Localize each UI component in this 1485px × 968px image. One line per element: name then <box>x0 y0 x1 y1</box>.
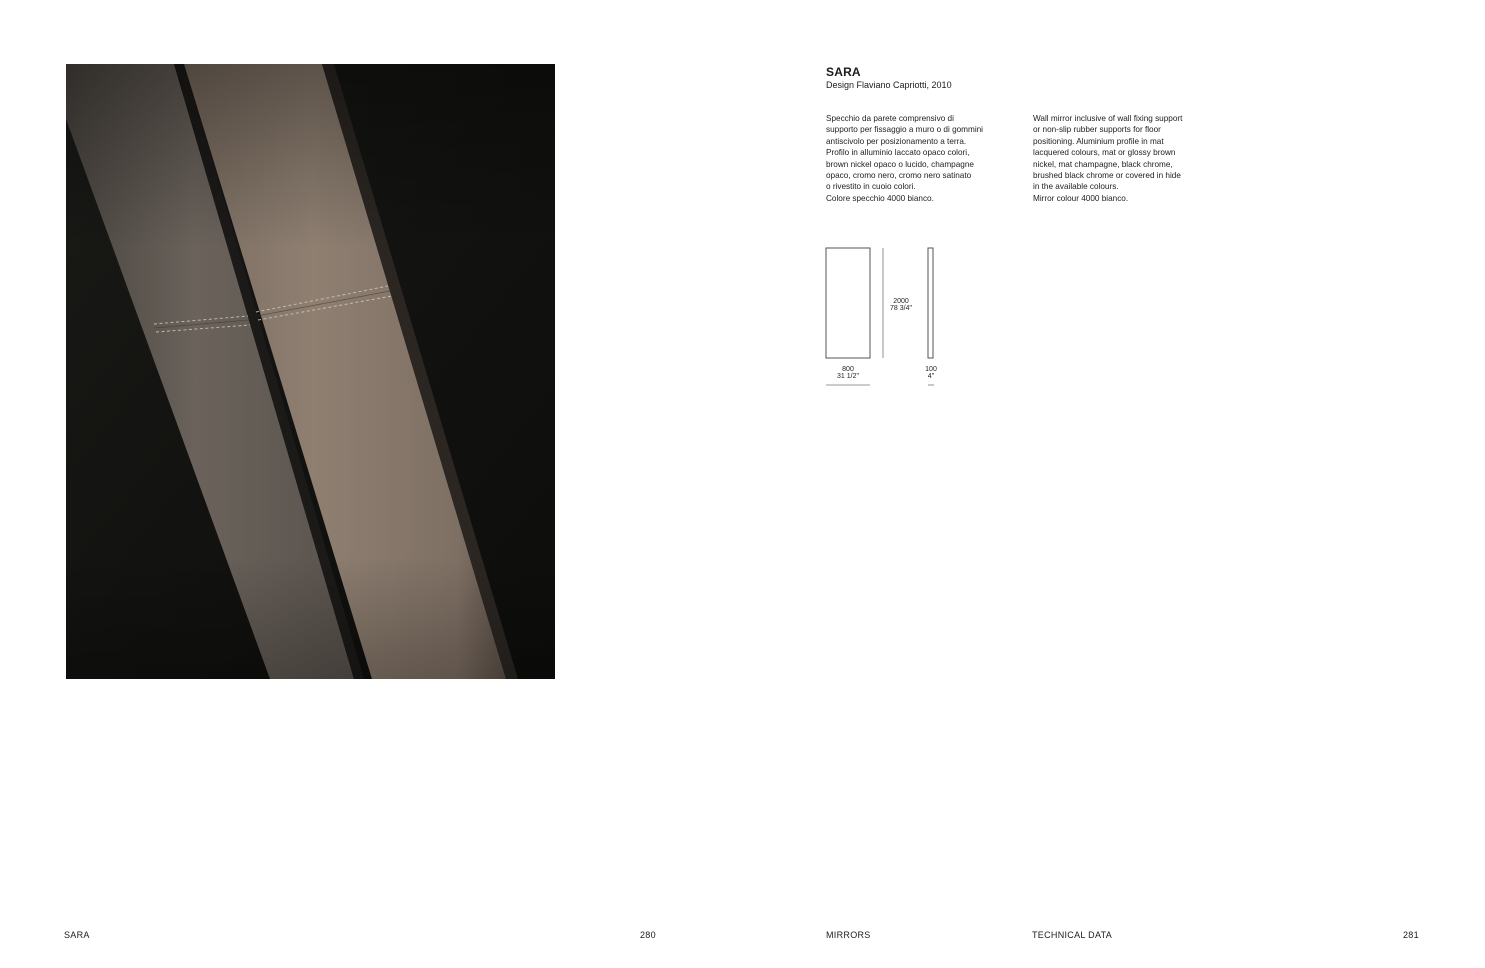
description-english: Wall mirror inclusive of wall fixing support or non-slip rubber supports for floor positioning. Aluminium profile in mat lacquered colours, mat or glossy brown nickel, mat champagne, black chrome, brushed black chrome or covered in hide in the available colours. Mirror colour 4000 bianco. <box>1033 114 1183 203</box>
width-mm-label: 800 <box>842 366 854 373</box>
depth-mm-label: 100 <box>925 366 937 373</box>
height-mm-label: 2000 <box>893 298 909 305</box>
front-view-outline <box>826 248 870 358</box>
height-inch-label: 78 3/4" <box>890 305 912 312</box>
footer-section-title: MIRRORS <box>826 930 871 940</box>
product-name: SARA <box>826 65 861 79</box>
side-view-outline <box>928 248 933 358</box>
footer-subsection-title: TECHNICAL DATA <box>1032 930 1113 940</box>
description-italian: Specchio da parete comprensivo di supporto per fissaggio a muro o di gommini antiscivolo per posizionamento a terra. Profilo in alluminio laccato opaco colori, brown nickel opaco o lucido, champagne opaco, cromo nero, cromo nero satinato o rivestito in cuoio colori. Colore specchio 4000 bianco. <box>826 114 984 203</box>
leather-frame-closeup <box>66 64 555 679</box>
footer-product-name: SARA <box>64 930 90 940</box>
product-photo <box>66 64 555 679</box>
designer-credit: Design Flaviano Capriotti, 2010 <box>826 80 952 90</box>
footer-page-number-right: 281 <box>1403 930 1419 940</box>
depth-inch-label: 4" <box>927 373 935 380</box>
footer-page-number-left: 280 <box>640 930 656 940</box>
width-inch-label: 31 1/2" <box>837 373 859 380</box>
